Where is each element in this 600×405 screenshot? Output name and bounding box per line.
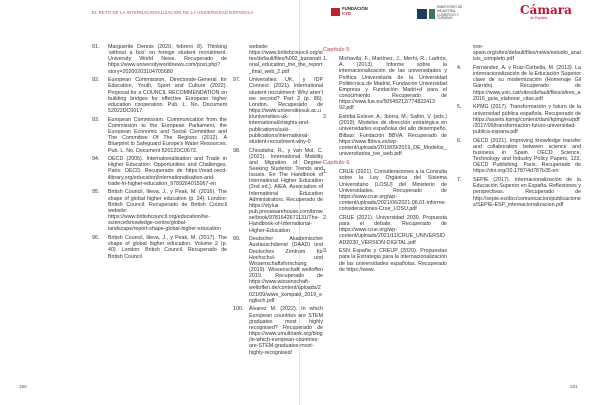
reference-item: 92. European Commission, Directorate-General for Education, Youth, Sport and Culture (2022). Proposal for a COUNCIL RECOMMENDATION on building bridges for effective European higher education cooperation. Pub. L. No. Document 52022DC0017.: [92, 77, 227, 115]
reference-item: 2. Estribá Esteve, A.; Iborra, M.; Safón, V. (eds.) (2019). Modelos de dirección estratégica en universidades españolas del alto desempeño. Bilbao: Fundación BBVA. Recuperado de https://www.fbbva.es/wp-content/uploads/2019/09/2019_DE_Modelos_universitarios_tve_web.pdf: [323, 114, 447, 157]
reference-item: 98. Choudaha, R., y van Mol, C. (2021). International Mobility and Migration of Degree-Seeking Students: Trends and Issues. En The Handbook of International Higher Education (2nd ed.). AIEA. Association of International Education Administrators. Recuperado de https://stylus pub.presswarehouse.com/browse/book/9781642671131/The-Handbook-of-International-Higher-Education: [233, 147, 323, 234]
page-number-right: 181: [570, 384, 578, 389]
reference-item: 1. CRUE (2021). Consideraciones a la Consulta sobre la Ley Orgánica del Sistema Universitario (LOSU) del Ministerio de Universidades. Recuperado de https://www.crue.org/wp-content/uploads/2021/06/2021.06.01-informe-consideraciones-Crue_LOSU.pdf: [323, 169, 447, 213]
logo-ministerio: [417, 6, 463, 21]
ministry-flag-icon: [429, 9, 435, 19]
references-column-2: [233, 44, 323, 358]
logo-camara: [520, 5, 572, 20]
logo-fundacion-cyd: [331, 7, 368, 16]
reference-item: 96. British Council, Ilieva, J., y Peak, M. (2017). The shape of global higher education. Volume 2 (p. 40). London: British Council. Recuperado de British Council: [92, 235, 227, 260]
fundacion-logo-icon: [331, 8, 340, 16]
chapter-5-heading: Capítulo 5: [323, 47, 350, 53]
reference-item: 93. European Commission. Communication from the Commission to the European Parliament, the European Economic and Social Committee and The Committee Of The Regions (2012). A Blueprint to Safeguard Europe’s Water Resources. Pub. L. No. Document 52012DC0673.: [92, 116, 227, 154]
reference-item: 1. Michavila, F., Martínez, J., Merhi, R., Ladrón, A. (2013). Informe sobre la internacionalización de las universidades y Política Universitaria de la Universidad Politécnica de Madrid, Fundación Universidad Empresa y Fundación Madri+d para el conocimiento. Recuperado de https://www.fue.es/50545212/774822413 92.pdf: [323, 56, 447, 112]
reference-item: 6. OECD (2021). Improving knowledge transfer and collaboration between science and business in Spain. OECD Science, Technology and Industry Policy Papers, 122, OECD Publishing, Paris. Recuperado de https://doi.org/10.1787/4d787b35-en: [457, 137, 581, 175]
government-crest-icon: [417, 9, 427, 19]
logo-ministerio-text: MINISTERIO DE INDUSTRIA, COMERCIO Y TURISMO: [437, 5, 463, 21]
references-column-1: [92, 44, 227, 262]
reference-item: 91. Marguerite Dennis (2020, febrero 8). Thinking ‘without a box’ on foreign student recruitment. University World News. Recuperado de https://www.universityworldnews.com/post.php?story=20200203104705680: [92, 44, 227, 75]
page-number-left: 180: [19, 384, 27, 389]
reference-item: 97. Universities UK, y IDP Connect. (2021). International student recruitment: Why aren’t we second? Part 2 (p. 86). London. Recuperado de https://www.universitiesuk.ac.uk/universities-uk-international/insights-and-publications/uuki-publications/international-student-recruitment-why-0: [233, 77, 323, 145]
reference-item: 100. Álvarez M. (2022). In which European countries are STEM graduates most highly recognised? Recuperado de https://www.umultirank.org/blog/in-which-european-countries-are-STEM-graduates-most-highly-recognised/: [233, 306, 323, 356]
reference-item: 95. British Council, Ilieva, J., y Peak, M. (2016). The shape of global higher education (p. 24). London: British Council. Recuperado de British Council website: https://www.britishcouncil.org/education/he-science/knowledge-centre/global-landscape/report-shape-global-higher-education: [92, 189, 227, 233]
reference-item: esn-spain.org/sites/default/files/news/estudio_analisis_completo.pdf: [473, 44, 581, 63]
reference-item: 3. ESN España y CREUP (2020). Propuestas para la Estrategia para la internacionalización de las universidades españolas. Recuperado de https://www.: [323, 248, 447, 273]
reference-item: 99. Deutscher Akademischer Austauschdienst (DAAD) und Deutsches Zentrum für Hochschul- und Wissenschaftsforschung (2019). Wissenschaft weltoffen 2019. Recuperado de https://www.wissenschaft-weltoffen.de/content/uploads/2021/09/wiwe_kompakt_2019_englisch.pdf: [233, 236, 323, 304]
logo-fundacion-line1: FUNDACIÓN: [342, 6, 368, 11]
reference-item: 7. SEPIE (2017). Internacionalización de la Educación Superior en España. Reflexiones y perspectivas. Recuperado de http://sepie.es/doc/comunicacion/publicaciones/SEPIE-ESP_internacionalizacion.pdf: [457, 177, 581, 208]
reference-item: 4. Fernández, A. y Ruiz-Corbella, M. (2013). La internacionalización de la Educación Superior clave de su modernización (Homenaje Gil Garrido). Recuperado de https://www.uvic.cat/sites/default/files/altres_a2016_guia_elaborar_citas.pdf: [457, 64, 581, 102]
reference-item: 2. CRUE (2021). Universidad 2030. Propuesta para el debate. Recuperado de https://www.crue.org/wp-content/uploads/2021/11/CRUE_UNIVERSIDAD2030_VERSION-DIGITAL.pdf: [323, 214, 447, 246]
reference-item: 94. OECD (2005). Internationalisation and Trade in Higher Education: Opportunities and Challenges. Paris: OECD. Recuperado de https://read.oecd-ilibrary.org/education/internationalisation-and-trade-in-higher-education_9789264015067-en: [92, 156, 227, 187]
chapter-6-heading: Capítulo 6: [323, 160, 350, 167]
references-column-3: [323, 44, 447, 275]
logo-fundacion-line2: CYD: [342, 10, 352, 16]
reference-item: 5. KPMG (2017). Transformación y futuro de la universidad pública española. Recuperado de https://assets.kpmg/content/dam/kpmg/es/pdf/2017/09/transformacion-futuro-universidad-publica-espana.pdf: [457, 104, 581, 136]
logo-camara-text: Cámara: [520, 3, 572, 17]
reference-item: website: https://www.britishcouncil.org/sites/default/files/h002_transnational_education_tne_the_report_final_web_2.pdf: [249, 44, 323, 75]
logo-camara-subtext: de España: [530, 16, 548, 20]
references-column-4: [457, 44, 581, 210]
running-title: EL RETO DE LA INTERNACIONALIZACIÓN DE LA UNIVERSIDAD ESPAÑOLA: [92, 10, 254, 15]
